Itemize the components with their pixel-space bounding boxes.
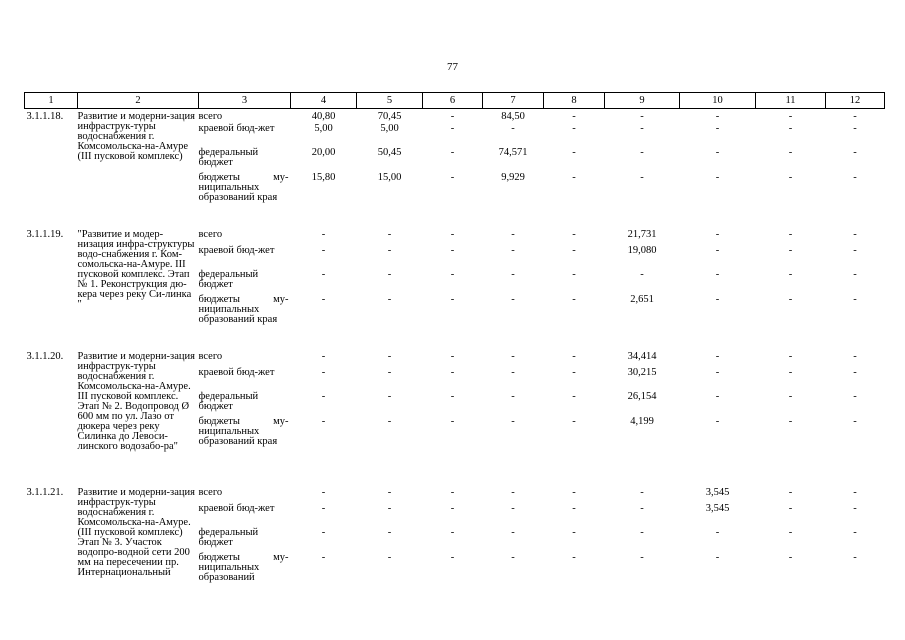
row-code: 3.1.1.20. <box>26 351 64 362</box>
value-cell: - <box>853 503 857 514</box>
value-cell: - <box>572 269 576 280</box>
funding-source: бюджеты му-ниципальных образований края <box>198 294 289 325</box>
value-cell: - <box>572 172 576 183</box>
row-name: Развитие и модерни-зация инфраструк-туры водоснабжения г. Комсомольска-на-Амуре. (III пусковой комплекс) Этап № 3. Участок водопро-водной сети 200 мм на пересечении пр. Интернациональный <box>77 487 195 578</box>
value-cell: - <box>321 351 326 362</box>
value-cell: - <box>572 552 576 563</box>
page-number: 77 <box>447 61 458 73</box>
value-cell: 5,00 <box>380 123 399 134</box>
header-cell: 12 <box>826 93 885 109</box>
value-cell: - <box>853 416 857 427</box>
funding-source: федеральный бюджет <box>198 527 259 548</box>
value-cell: 70,45 <box>377 111 402 122</box>
value-cell: - <box>715 123 720 134</box>
value-cell: - <box>715 147 720 158</box>
value-cell: - <box>715 269 720 280</box>
value-cell: - <box>853 172 857 183</box>
value-cell: 19,080 <box>627 245 657 256</box>
value-cell: - <box>511 123 515 134</box>
value-cell: - <box>853 147 857 158</box>
value-cell: - <box>572 503 576 514</box>
value-cell: - <box>321 245 326 256</box>
value-cell: - <box>450 552 455 563</box>
value-cell: - <box>572 294 576 305</box>
value-cell: 5,00 <box>314 123 333 134</box>
value-cell: - <box>511 552 515 563</box>
value-cell: - <box>450 294 455 305</box>
value-cell: 3,545 <box>705 503 730 514</box>
value-cell: - <box>853 269 857 280</box>
table-row <box>25 478 885 504</box>
value-cell: - <box>788 487 793 498</box>
value-cell: - <box>788 245 793 256</box>
funding-source: федеральный бюджет <box>198 391 259 412</box>
value-cell: - <box>572 487 576 498</box>
table-row <box>25 220 885 246</box>
funding-source: федеральный бюджет <box>198 269 259 290</box>
value-cell: - <box>853 527 857 538</box>
value-cell: - <box>321 229 326 240</box>
funding-source: федеральный бюджет <box>198 147 259 168</box>
value-cell: - <box>640 527 644 538</box>
value-cell: - <box>450 245 455 256</box>
row-code: 3.1.1.18. <box>26 111 64 122</box>
value-cell: 15,80 <box>311 172 336 183</box>
value-cell: - <box>640 269 644 280</box>
header-cell: 9 <box>605 93 680 109</box>
value-cell: - <box>788 503 793 514</box>
value-cell: - <box>321 552 326 563</box>
value-cell: - <box>450 172 455 183</box>
value-cell: - <box>450 229 455 240</box>
value-cell: - <box>788 367 793 378</box>
value-cell: - <box>511 269 515 280</box>
value-cell: - <box>853 111 857 122</box>
value-cell: 20,00 <box>311 147 336 158</box>
value-cell: 84,50 <box>501 111 525 122</box>
value-cell: - <box>511 245 515 256</box>
value-cell: 74,571 <box>498 147 528 158</box>
value-cell: - <box>715 229 720 240</box>
value-cell: - <box>715 391 720 402</box>
value-cell: - <box>511 294 515 305</box>
value-cell: - <box>853 351 857 362</box>
value-cell: - <box>572 391 576 402</box>
row-code: 3.1.1.19. <box>26 229 64 240</box>
budget-table <box>24 92 885 583</box>
value-cell: - <box>511 527 515 538</box>
funding-source: краевой бюд-жет <box>198 367 275 378</box>
value-cell: 9,929 <box>501 172 525 183</box>
value-cell: - <box>715 527 720 538</box>
value-cell: - <box>450 123 455 134</box>
value-cell: - <box>387 294 392 305</box>
value-cell: - <box>321 416 326 427</box>
value-cell: - <box>853 367 857 378</box>
row-name: "Развитие и модер-низация инфра-структуры водо-снабжения г. Ком-сомольска-на-Амуре. III пусковой комплекс. Этап № 1. Реконструкция дю-кера через реку Си-линка " <box>77 229 195 310</box>
header-cell: 1 <box>25 93 78 109</box>
value-cell: - <box>572 245 576 256</box>
value-cell: 34,414 <box>627 351 657 362</box>
value-cell: - <box>572 229 576 240</box>
table-body <box>25 109 885 584</box>
value-cell: - <box>853 391 857 402</box>
value-cell: - <box>715 416 720 427</box>
value-cell: - <box>788 111 793 122</box>
funding-source: всего <box>198 351 223 362</box>
funding-source: всего <box>198 487 223 498</box>
value-cell: - <box>321 367 326 378</box>
value-cell: - <box>450 351 455 362</box>
header-cell: 5 <box>357 93 423 109</box>
header-row <box>25 93 885 109</box>
funding-source: бюджеты му-ниципальных образований края <box>198 172 289 203</box>
value-cell: - <box>511 416 515 427</box>
row-name: Развитие и модерни-зация инфраструк-туры водоснабжения г. Комсомольска-на-Амуре. III пусковой комплекс. Этап № 2. Водопровод Ø 600 мм по ул. Лазо от дюкера через реку Силинка до Левоси-линского водозабо-ра" <box>77 351 195 452</box>
value-cell: - <box>640 503 644 514</box>
value-cell: 50,45 <box>377 147 402 158</box>
value-cell: - <box>450 367 455 378</box>
value-cell: - <box>450 416 455 427</box>
value-cell: - <box>715 245 720 256</box>
header-cell: 11 <box>756 93 826 109</box>
value-cell: - <box>715 172 720 183</box>
header-cell: 7 <box>483 93 544 109</box>
value-cell: - <box>321 294 326 305</box>
value-cell: - <box>387 487 392 498</box>
value-cell: - <box>387 391 392 402</box>
value-cell: - <box>715 111 720 122</box>
value-cell: - <box>853 245 857 256</box>
value-cell: - <box>853 123 857 134</box>
value-cell: - <box>853 552 857 563</box>
funding-source: краевой бюд-жет <box>198 123 275 134</box>
value-cell: 3,545 <box>705 487 730 498</box>
value-cell: - <box>640 552 644 563</box>
value-cell: - <box>788 416 793 427</box>
value-cell: - <box>788 527 793 538</box>
funding-source: бюджеты му-ниципальных образований <box>198 552 289 583</box>
value-cell: - <box>788 172 793 183</box>
value-cell: - <box>715 294 720 305</box>
value-cell: - <box>387 527 392 538</box>
value-cell: - <box>387 269 392 280</box>
value-cell: 40,80 <box>311 111 336 122</box>
value-cell: - <box>387 229 392 240</box>
value-cell: - <box>387 245 392 256</box>
value-cell: - <box>511 503 515 514</box>
header-cell: 4 <box>291 93 357 109</box>
value-cell: - <box>450 111 455 122</box>
value-cell: - <box>853 487 857 498</box>
value-cell: - <box>640 172 644 183</box>
funding-source: краевой бюд-жет <box>198 245 275 256</box>
funding-source: всего <box>198 229 223 240</box>
value-cell: - <box>321 269 326 280</box>
value-cell: - <box>572 147 576 158</box>
value-cell: - <box>387 367 392 378</box>
value-cell: - <box>788 123 793 134</box>
header-cell: 2 <box>78 93 199 109</box>
value-cell: 30,215 <box>627 367 657 378</box>
value-cell: - <box>788 351 793 362</box>
value-cell: - <box>788 391 793 402</box>
value-cell: - <box>387 351 392 362</box>
value-cell: - <box>450 503 455 514</box>
value-cell: - <box>450 527 455 538</box>
value-cell: - <box>715 351 720 362</box>
value-cell: - <box>511 351 515 362</box>
value-cell: 21,731 <box>627 229 657 240</box>
value-cell: - <box>715 552 720 563</box>
value-cell: - <box>572 527 576 538</box>
value-cell: - <box>788 229 793 240</box>
value-cell: - <box>853 294 857 305</box>
value-cell: - <box>511 367 515 378</box>
table-row <box>25 109 885 125</box>
value-cell: - <box>450 147 455 158</box>
value-cell: - <box>640 487 644 498</box>
value-cell: - <box>572 123 576 134</box>
value-cell: - <box>640 123 644 134</box>
value-cell: - <box>387 503 392 514</box>
value-cell: 2,651 <box>630 294 654 305</box>
funding-source: бюджеты му-ниципальных образований края <box>198 416 289 447</box>
header-cell: 8 <box>544 93 605 109</box>
value-cell: - <box>788 269 793 280</box>
funding-source: краевой бюд-жет <box>198 503 275 514</box>
table-row <box>25 342 885 368</box>
value-cell: - <box>511 229 515 240</box>
value-cell: - <box>788 147 793 158</box>
value-cell: - <box>450 269 455 280</box>
row-name: Развитие и модерни-зация инфраструк-туры водоснабжения г. Комсомольска-на-Амуре (III пусковой комплекс) <box>77 111 195 162</box>
value-cell: - <box>450 487 455 498</box>
value-cell: - <box>853 229 857 240</box>
header-cell: 3 <box>199 93 291 109</box>
value-cell: - <box>572 351 576 362</box>
value-cell: - <box>321 527 326 538</box>
value-cell: - <box>572 416 576 427</box>
funding-source: всего <box>198 111 223 122</box>
value-cell: - <box>321 487 326 498</box>
value-cell: - <box>572 367 576 378</box>
value-cell: - <box>572 111 576 122</box>
header-cell: 6 <box>423 93 483 109</box>
row-code: 3.1.1.21. <box>26 487 64 498</box>
value-cell: - <box>321 391 326 402</box>
value-cell: 15,00 <box>377 172 402 183</box>
value-cell: - <box>715 367 720 378</box>
value-cell: 4,199 <box>630 416 654 427</box>
value-cell: - <box>788 294 793 305</box>
value-cell: - <box>321 503 326 514</box>
value-cell: - <box>788 552 793 563</box>
value-cell: - <box>450 391 455 402</box>
header-cell: 10 <box>680 93 756 109</box>
value-cell: - <box>640 147 644 158</box>
value-cell: 26,154 <box>627 391 657 402</box>
value-cell: - <box>511 487 515 498</box>
value-cell: - <box>511 391 515 402</box>
value-cell: - <box>640 111 644 122</box>
value-cell: - <box>387 552 392 563</box>
value-cell: - <box>387 416 392 427</box>
